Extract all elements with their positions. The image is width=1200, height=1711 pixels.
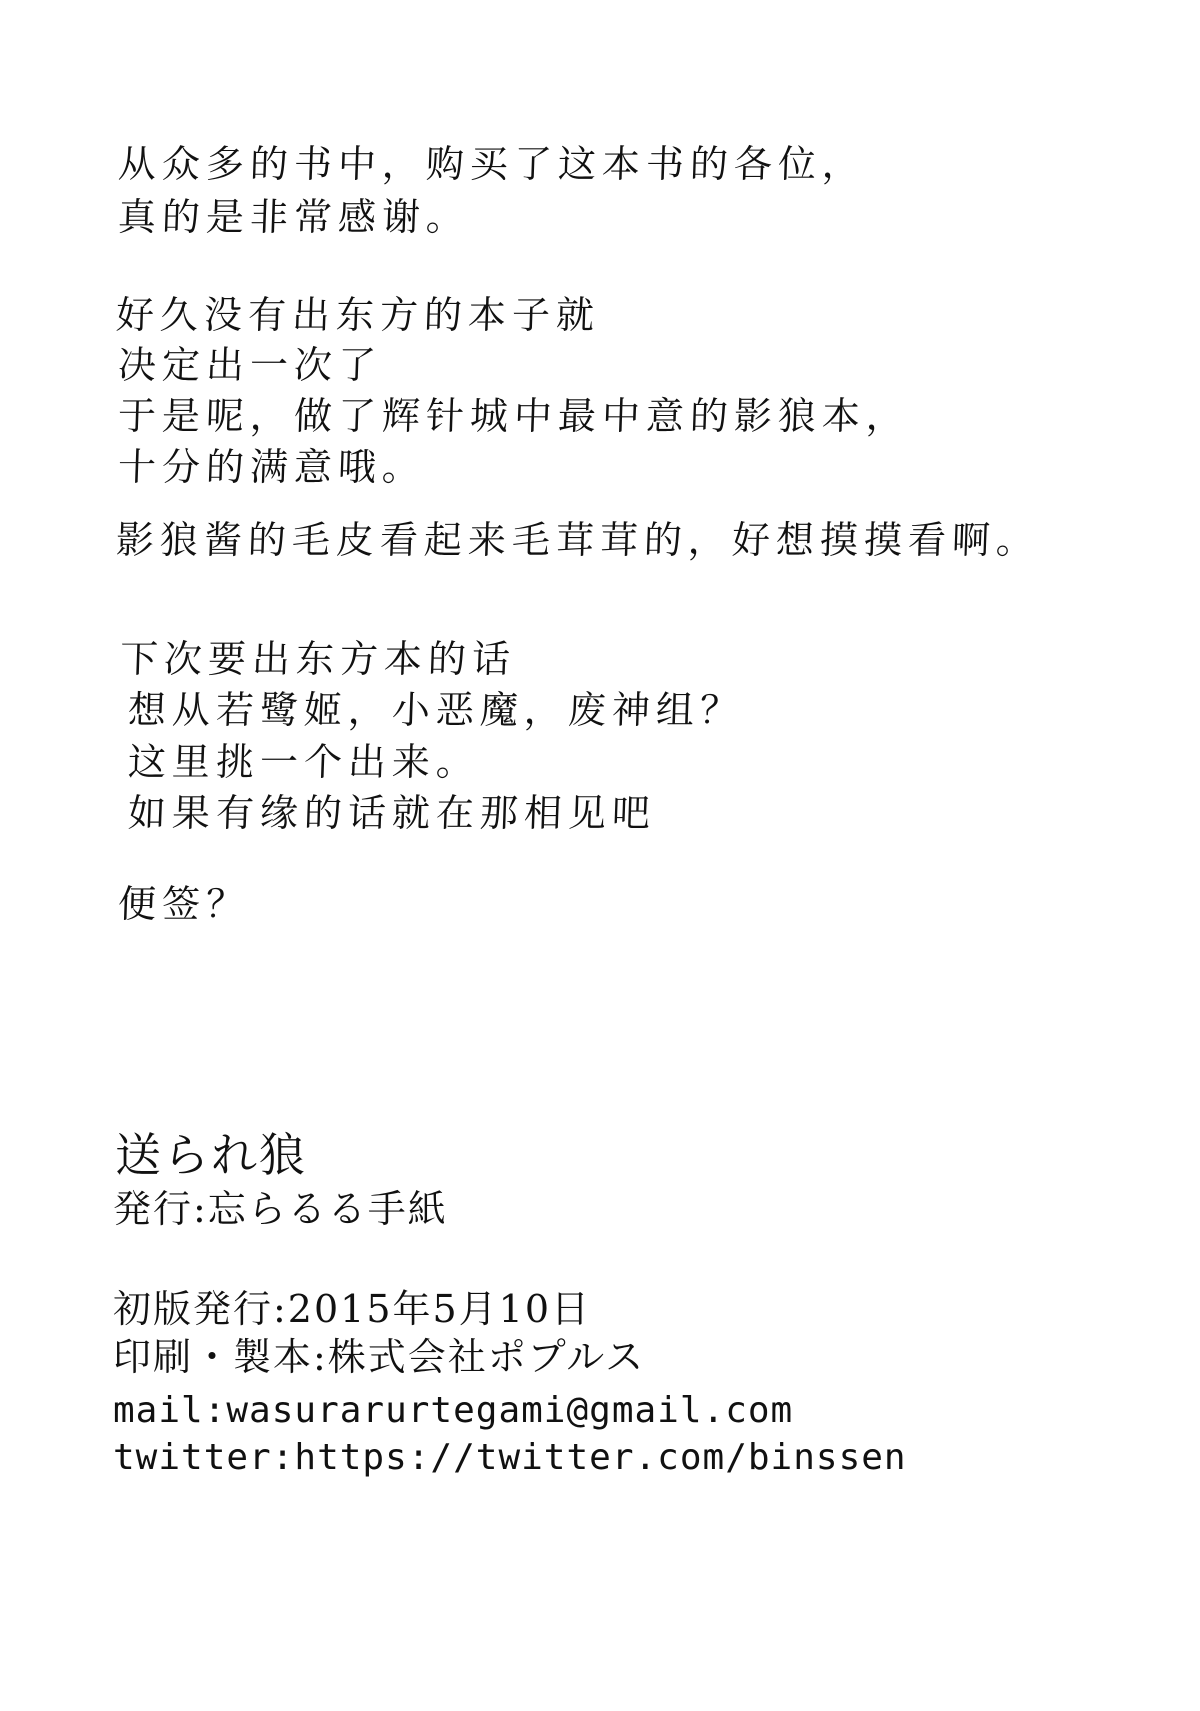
message-line: 于是呢，做了辉针城中最中意的影狼本， xyxy=(117,394,911,438)
message-line: 便签？ xyxy=(117,882,251,926)
mail-line: mail:wasurarurtegami@gmail.com xyxy=(113,1390,794,1431)
message-line: 好久没有出东方的本子就 xyxy=(115,293,601,337)
message-line: 想从若鹭姬，小恶魔，废神组？ xyxy=(127,688,745,732)
message-line: 下次要出东方本的话 xyxy=(119,637,517,681)
message-line: 决定出一次了 xyxy=(117,343,383,387)
printer-line: 印刷・製本:株式会社ポプルス xyxy=(113,1335,646,1379)
message-line: 从众多的书中，购买了这本书的各位， xyxy=(117,142,867,186)
message-line: 如果有缘的话就在那相见吧 xyxy=(127,791,657,835)
book-title: 送られ狼 xyxy=(115,1128,307,1182)
message-line: 这里挑一个出来。 xyxy=(127,740,481,784)
publisher-line: 発行:忘らるる手紙 xyxy=(113,1187,448,1231)
message-line: 影狼酱的毛皮看起来毛茸茸的，好想摸摸看啊。 xyxy=(115,518,1041,562)
first-edition-line: 初版発行:2015年5月10日 xyxy=(113,1287,592,1331)
twitter-line: twitter:https://twitter.com/binssen xyxy=(113,1437,907,1478)
message-line: 真的是非常感谢。 xyxy=(117,195,471,239)
message-line: 十分的满意哦。 xyxy=(117,445,427,489)
